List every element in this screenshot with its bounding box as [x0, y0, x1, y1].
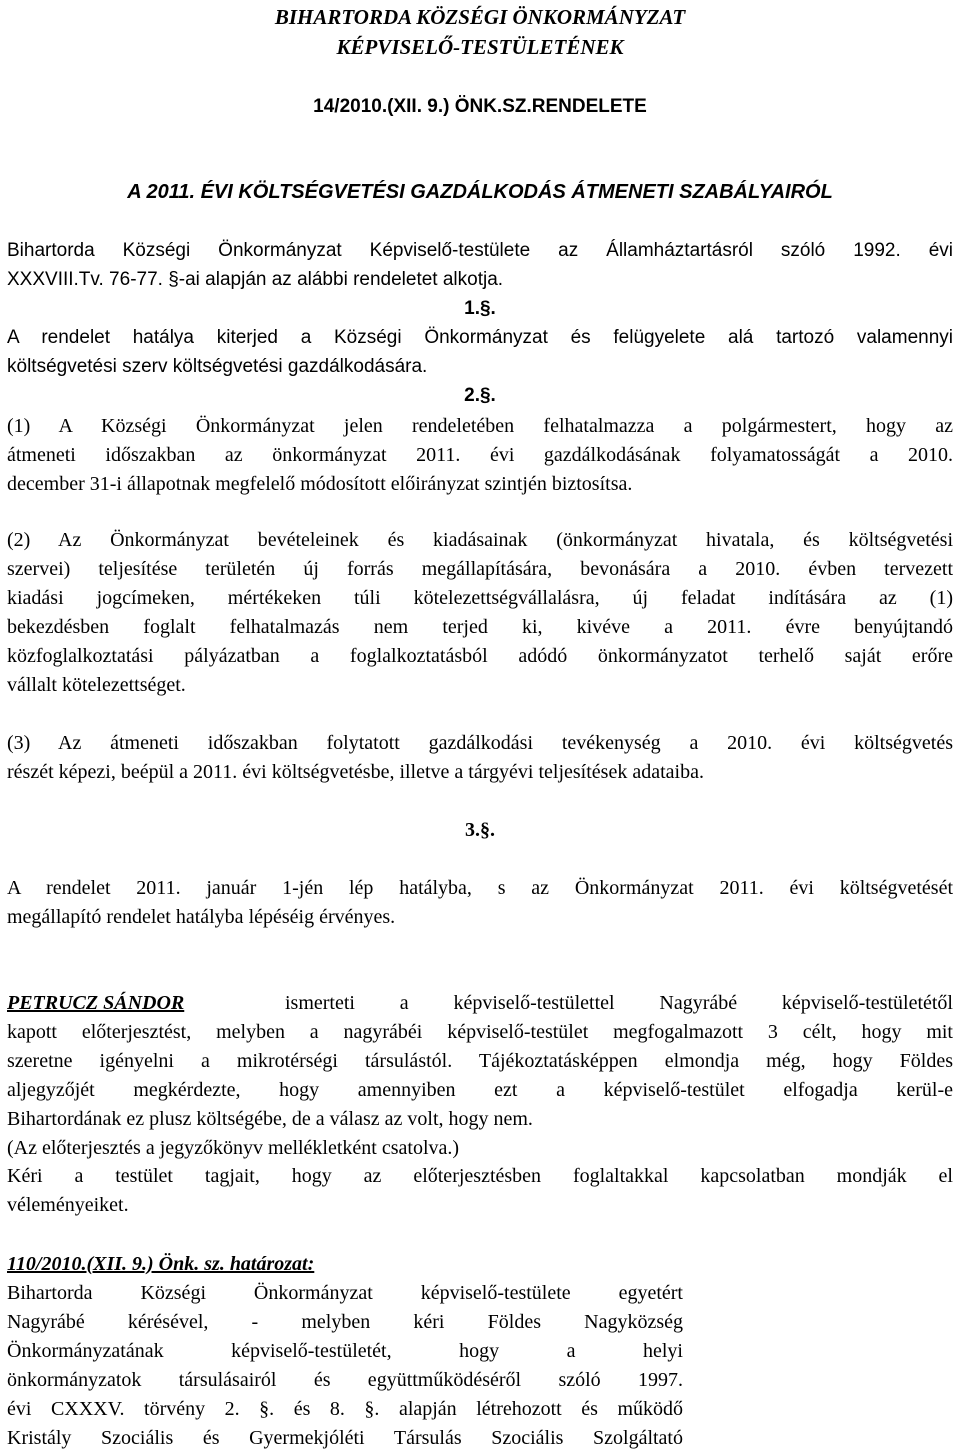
- preamble-line1: Bihartorda Községi Önkormányzat Képviselő-testülete az Államháztartásról szóló 1992. évi: [7, 240, 953, 261]
- minutes-line5: Bihartordának ez plusz költségébe, de a válasz az volt, hogy nem.: [7, 1108, 533, 1130]
- section3-line2: megállapító rendelet hatályba lépéséig érvényes.: [7, 906, 396, 928]
- section3-heading: 3.§.: [465, 819, 495, 841]
- resolution-line1: Bihartorda Községi Önkormányzat képviselő-testülete egyetért: [7, 1282, 683, 1304]
- minutes-line1: [7, 991, 953, 1015]
- section2-p2-line2: szervei) teljesítése területén új forrás megállapítására, bevonására a 2010. évben tervezett: [7, 558, 953, 580]
- section2-p2-line5: közfoglalkoztatási pályázatban a foglalkoztatásból adódó önkormányzatot terhelő saját erőre: [7, 645, 953, 667]
- minutes-line8: véleményeiket.: [7, 1194, 129, 1216]
- council-title-line1: BIHARTORDA KÖZSÉGI ÖNKORMÁNYZAT: [274, 5, 686, 29]
- resolution-line4: önkormányzatok társulásairól és együttműködéséről szóló 1997.: [7, 1369, 683, 1391]
- section2-heading: 2.§.: [464, 385, 496, 406]
- section3-line1: A rendelet 2011. január 1-jén lép hatályba, s az Önkormányzat 2011. évi költségvetését: [7, 877, 953, 899]
- resolution-line6: Kristály Szociális és Gyermekjóléti Társulás Szociális Szolgáltató: [7, 1427, 683, 1449]
- minutes-line2: kapott előterjesztést, melyben a nagyrábéi képviselő-testület megfogalmazott 3 célt, hogy mit: [7, 1021, 953, 1043]
- section1-line2: költségvetési szerv költségvetési gazdálkodására.: [7, 356, 428, 377]
- section1-heading: 1.§.: [464, 298, 496, 319]
- section2-p2-line4: bekezdésben foglalt felhatalmazás nem terjed ki, kivéve a 2011. évre benyújtandó: [7, 616, 953, 638]
- minutes-line1-rest: ismerteti a képviselő-testülettel Nagyrábé képviselő-testületétől: [285, 992, 953, 1014]
- section2-p2-line1: (2) Az Önkormányzat bevételeinek és kiadásainak (önkormányzat hivatala, és költségvetési: [7, 529, 953, 551]
- minutes-line3: szeretne igényelni a mikrotérségi társulástól. Tájékoztatásképpen elmondja még, hogy Földes: [7, 1050, 953, 1072]
- minutes-line7: Kéri a testület tagjait, hogy az előterjesztésben foglaltakkal kapcsolatban mondják el: [7, 1165, 953, 1187]
- section2-p1-line2: átmeneti időszakban az önkormányzat 2011. évi gazdálkodásának folyamatosságát a 2010.: [7, 444, 953, 466]
- decree-number: 14/2010.(XII. 9.) ÖNK.SZ.RENDELETE: [313, 96, 647, 117]
- minutes-line6: (Az előterjesztés a jegyzőkönyv mellékletként csatolva.): [7, 1137, 460, 1159]
- minutes-line4: aljegyzőjét megkérdezte, hogy amennyiben ezt a képviselő-testület elfogadja kerül-e: [7, 1079, 953, 1101]
- resolution-line5: évi CXXXV. törvény 2. §. és 8. §. alapján létrehozott és működő: [7, 1398, 683, 1420]
- section2-p2-line3: kiadási jogcímeken, mértékeken túli kötelezettségvállalásra, új feladat indítására az (1): [7, 587, 953, 609]
- resolution-title: 110/2010.(XII. 9.) Önk. sz. határozat:: [7, 1253, 315, 1275]
- section2-p2-line6: vállalt kötelezettséget.: [7, 674, 186, 696]
- section2-p1-line3: december 31-i állapotnak megfelelő módosított előirányzat szintjén biztosítsa.: [7, 473, 633, 495]
- section2-p1-line1: (1) A Községi Önkormányzat jelen rendeletében felhatalmazza a polgármestert, hogy az: [7, 415, 953, 437]
- section1-line1: A rendelet hatálya kiterjed a Községi Önkormányzat és felügyelete alá tartozó valamennyi: [7, 327, 953, 348]
- speaker-name: PETRUCZ SÁNDOR: [7, 992, 185, 1014]
- section2-p3-line2: részét képezi, beépül a 2011. évi költségvetésbe, illetve a tárgyévi teljesítések adataiba.: [7, 761, 704, 783]
- preamble-line2: XXXVIII.Tv. 76-77. §-ai alapján az alábbi rendeletet alkotja.: [7, 269, 504, 290]
- resolution-line2: Nagyrábé kérésével, - melyben kéri Földes Nagyközség: [7, 1311, 683, 1333]
- section2-p3-line1: (3) Az átmeneti időszakban folytatott gazdálkodási tevékenység a 2010. évi költségvetés: [7, 732, 953, 754]
- resolution-line3: Önkormányzatának képviselő-testületét, hogy a helyi: [7, 1340, 683, 1362]
- decree-subject: A 2011. ÉVI KÖLTSÉGVETÉSI GAZDÁLKODÁS ÁTMENETI SZABÁLYAIRÓL: [127, 181, 833, 203]
- council-title-line2: KÉPVISELŐ-TESTÜLETÉNEK: [336, 35, 624, 59]
